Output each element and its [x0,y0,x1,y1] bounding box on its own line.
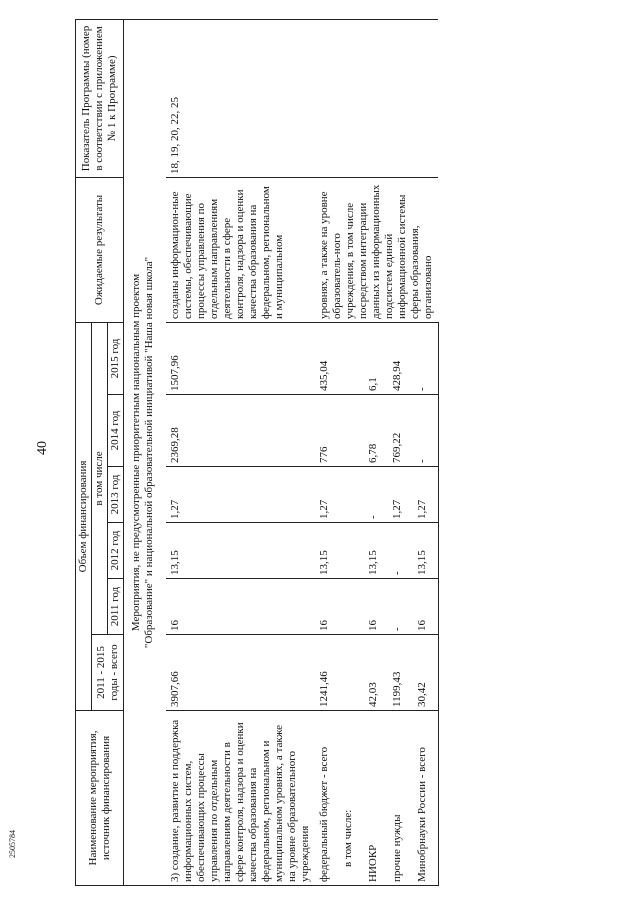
header-including: в том числе [92,322,108,634]
header-2012: 2012 год [108,523,124,579]
cell-2011: 16 [315,579,339,635]
cell-2014: 2369,28 [166,395,315,467]
cell-total: 30,42 [413,635,438,711]
row-name: 3) создание, развитие и поддержка информационных систем, обеспечивающих процессы управления по отдельным направлениям деятельности в сфере контроля, надзора и оценки качества образования на федеральном, региональном и муниципальном уровнях, а также на уровне образовательного учреждения [166,711,315,886]
cell-2012: 13,15 [413,523,438,579]
header-total-period: 2011 - 2015 годы - всего [92,635,124,711]
header-2011: 2011 год [108,579,124,635]
header-2013: 2013 год [108,467,124,523]
cell-2012: 13,15 [315,523,339,579]
section-heading [124,19,167,885]
row-name: прочие нужды [388,711,412,886]
cell-2013: 1,27 [166,467,315,523]
cell-2015: - [413,322,438,394]
section-heading-line2: "Образование" и национальной образовательной инициативой "Наша новая школа" [143,256,155,649]
cell-2011: 16 [166,579,315,635]
cell-2011: 16 [364,579,388,635]
cell-expected-result: уровнях, а также на уровне образователь-ного учреждения, в том числе посредством интеграции данных из информационных подсистем единой информационной системы сферы образования, организовано [315,177,438,322]
cell-total: 3907,66 [166,635,315,711]
row-name: федеральный бюджет - всего [315,711,339,886]
page-number: 40 [35,441,50,455]
section-heading-line1: Мероприятия, не предусмотренные приоритетным национальным проектом [130,273,142,632]
table-row [315,19,339,885]
cell-2014: - [413,395,438,467]
cell-2013: 1,27 [413,467,438,523]
cell-2015: 435,04 [315,322,339,394]
cell-2012: 13,15 [364,523,388,579]
funding-table [75,19,439,886]
header-name: Наименование мероприятия, источник финансирования [76,711,124,886]
cell-2013: - [364,467,388,523]
header-2015: 2015 год [108,322,124,394]
header-2014: 2014 год [108,395,124,467]
cell-2013: 1,27 [315,467,339,523]
cell-2015: 428,94 [388,322,412,394]
cell-expected-result: созданы информацион-ные системы, обеспечивающие процессы управления по отдельным направлениям деятельности в сфере контроля, надзора и оценки качества образования на федеральном, региональном и муниципальном [166,177,315,322]
cell-indicator: 18, 19, 20, 22, 25 [166,19,315,177]
row-name: Минобрнауки России - всего [413,711,438,886]
cell-total: 1199,43 [388,635,412,711]
cell-total: 42,03 [364,635,388,711]
row-name: в том числе: [339,711,363,886]
document-id: 2505784 [8,830,17,858]
cell-2011: - [388,579,412,635]
header-indicator: Показатель Программы (номер в соответствии с приложением № 1 к Программе) [76,19,124,177]
cell-2014: 6,78 [364,395,388,467]
rotated-page [75,16,637,886]
cell-total: 1241,46 [315,635,339,711]
header-funding: Объем финансирования [76,322,92,710]
row-name: НИОКР [364,711,388,886]
cell-2014: 776 [315,395,339,467]
cell-indicator [315,19,438,177]
cell-2015: 1507,96 [166,322,315,394]
cell-2014: 769,22 [388,395,412,467]
table-row [166,19,315,885]
cell-2015: 6,1 [364,322,388,394]
cell-2012: 13,15 [166,523,315,579]
cell-2011: 16 [413,579,438,635]
header-expected-results: Ожидаемые результаты [76,177,124,322]
cell-2013: 1,27 [388,467,412,523]
cell-2012: - [388,523,412,579]
